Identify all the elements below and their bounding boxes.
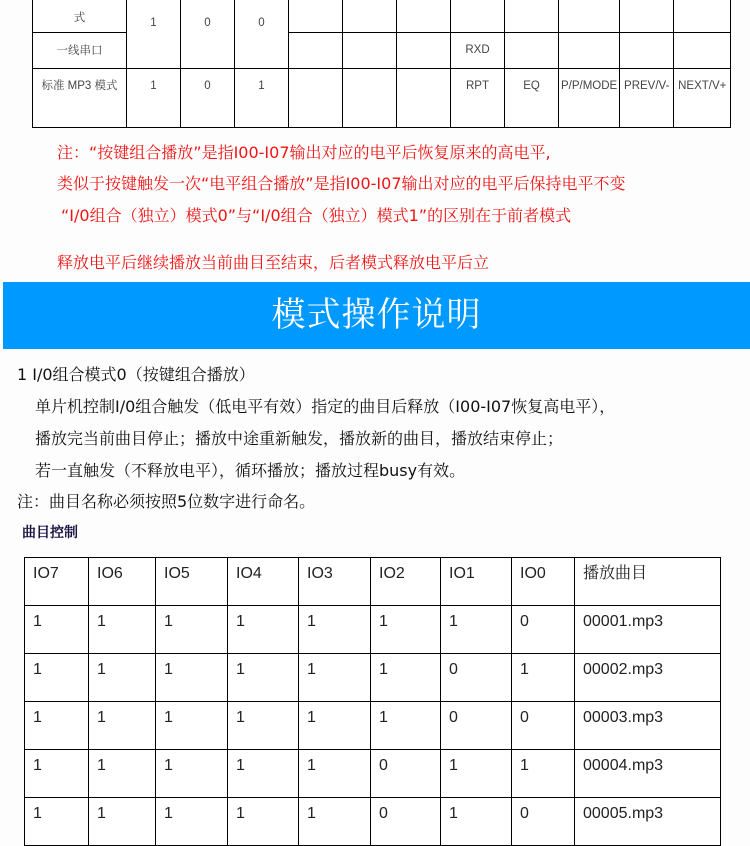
- mode-pin-cell: [397, 33, 451, 69]
- mode-name: 标准 MP3 模式: [33, 69, 127, 128]
- column-header-io2: IO2: [371, 558, 441, 606]
- mode-pin-cell: PREV/V-: [620, 69, 674, 128]
- column-header-io1: IO1: [441, 558, 512, 606]
- io-level-cell: 1: [89, 750, 156, 798]
- mode-table: [32, 0, 731, 128]
- mode-pin-cell: [343, 33, 397, 69]
- table-row: [25, 750, 721, 798]
- mode-pin-cell: [674, 0, 731, 33]
- mode-pin-cell: [451, 0, 505, 33]
- io-level-cell: 1: [156, 654, 228, 702]
- track-control-table: [24, 557, 721, 846]
- mode-bit: 0: [181, 0, 235, 69]
- io-level-cell: 1: [299, 606, 371, 654]
- mode-bit: 1: [127, 69, 181, 128]
- column-header-io6: IO6: [89, 558, 156, 606]
- mode-pin-cell: [559, 33, 620, 69]
- io-level-cell: 1: [441, 606, 512, 654]
- description-line: 播放完当前曲目停止；播放中途重新触发，播放新的曲目，播放结束停止；: [35, 429, 564, 448]
- track-file-cell: 00001.mp3: [575, 606, 721, 654]
- io-level-cell: 0: [371, 750, 441, 798]
- track-file-cell: 00004.mp3: [575, 750, 721, 798]
- io-level-cell: 1: [299, 798, 371, 846]
- mode-pin-cell: [343, 0, 397, 33]
- description-note: 注：曲目名称必须按照5位数字进行命名。: [17, 492, 316, 511]
- io-level-cell: 1: [25, 606, 89, 654]
- mode-pin-cell: NEXT/V+: [674, 69, 731, 128]
- track-file-cell: 00003.mp3: [575, 702, 721, 750]
- io-level-cell: 1: [89, 606, 156, 654]
- note-line: 注：“按键组合播放”是指I00-I07输出对应的电平后恢复原来的高电平,: [57, 143, 551, 162]
- mode-pin-cell: [505, 0, 559, 33]
- column-header-io3: IO3: [299, 558, 371, 606]
- io-level-cell: 1: [228, 654, 299, 702]
- io-level-cell: 1: [299, 750, 371, 798]
- note-line: 类似于按键触发一次“电平组合播放”是指I00-I07输出对应的电平后保持电平不变: [57, 174, 626, 193]
- io-level-cell: 1: [25, 750, 89, 798]
- io-level-cell: 1: [156, 606, 228, 654]
- mode-pin-cell: [289, 69, 343, 128]
- mode-name: 式: [33, 0, 127, 33]
- table-row: [25, 606, 721, 654]
- mode-bit: 0: [235, 0, 289, 69]
- track-file-cell: 00005.mp3: [575, 798, 721, 846]
- mode-pin-cell: P/P/MODE: [559, 69, 620, 128]
- track-control-label: 曲目控制: [22, 525, 78, 541]
- io-level-cell: 1: [25, 702, 89, 750]
- mode-pin-cell: [505, 33, 559, 69]
- io-level-cell: 1: [25, 654, 89, 702]
- mode-pin-cell: EQ: [505, 69, 559, 128]
- column-header-io7: IO7: [25, 558, 89, 606]
- mode-bit: 1: [127, 0, 181, 69]
- mode-row: [33, 0, 731, 33]
- mode-pin-cell: [620, 0, 674, 33]
- io-level-cell: 0: [441, 654, 512, 702]
- section-banner: [3, 282, 750, 349]
- mode-pin-cell: [289, 33, 343, 69]
- io-level-cell: 1: [89, 654, 156, 702]
- io-level-cell: 1: [156, 750, 228, 798]
- io-level-cell: 1: [89, 702, 156, 750]
- io-level-cell: 0: [512, 798, 575, 846]
- io-level-cell: 0: [512, 606, 575, 654]
- note-line: 释放电平后继续播放当前曲目至结束，后者模式释放电平后立: [57, 253, 490, 272]
- column-header-io5: IO5: [156, 558, 228, 606]
- io-level-cell: 1: [25, 798, 89, 846]
- io-level-cell: 0: [512, 702, 575, 750]
- io-level-cell: 0: [371, 798, 441, 846]
- column-header-io0: IO0: [512, 558, 575, 606]
- io-level-cell: 1: [89, 798, 156, 846]
- mode-name: 一线串口: [33, 33, 127, 69]
- io-level-cell: 1: [512, 750, 575, 798]
- io-level-cell: 1: [371, 702, 441, 750]
- mode-pin-cell: [397, 0, 451, 33]
- track-file-cell: 00002.mp3: [575, 654, 721, 702]
- mode-bit: 1: [235, 69, 289, 128]
- table-row: [25, 798, 721, 846]
- table-row: [25, 702, 721, 750]
- io-level-cell: 0: [441, 702, 512, 750]
- mode-pin-cell: [559, 0, 620, 33]
- mode-pin-cell: RXD: [451, 33, 505, 69]
- description-line: 若一直触发（不释放电平），循环播放；播放过程busy有效。: [35, 461, 466, 480]
- io-level-cell: 1: [371, 606, 441, 654]
- mode-pin-cell: [397, 69, 451, 128]
- description-line: 单片机控制I/0组合触发（低电平有效）指定的曲目后释放（I00-I07恢复高电平），: [35, 397, 616, 416]
- mode-bit: 0: [181, 69, 235, 128]
- io-level-cell: 1: [299, 702, 371, 750]
- io-level-cell: 1: [228, 606, 299, 654]
- mode-row: [33, 69, 731, 128]
- io-level-cell: 1: [228, 702, 299, 750]
- mode-pin-cell: [343, 69, 397, 128]
- table-header-row: [25, 558, 721, 606]
- io-level-cell: 1: [441, 798, 512, 846]
- io-level-cell: 1: [228, 798, 299, 846]
- mode-pin-cell: [289, 0, 343, 33]
- io-level-cell: 1: [156, 798, 228, 846]
- io-level-cell: 1: [228, 750, 299, 798]
- mode-pin-cell: [620, 33, 674, 69]
- io-level-cell: 1: [512, 654, 575, 702]
- mode-pin-cell: RPT: [451, 69, 505, 128]
- io-level-cell: 1: [441, 750, 512, 798]
- description-heading: 1 I/0组合模式0（按键组合播放）: [17, 365, 255, 384]
- table-row: [25, 654, 721, 702]
- io-level-cell: 1: [371, 654, 441, 702]
- column-header-track: 播放曲目: [575, 558, 721, 606]
- note-line: “I/0组合（独立）模式0”与“I/0组合（独立）模式1”的区别在于前者模式: [61, 206, 572, 225]
- io-level-cell: 1: [299, 654, 371, 702]
- mode-pin-cell: [674, 33, 731, 69]
- column-header-io4: IO4: [228, 558, 299, 606]
- io-level-cell: 1: [156, 702, 228, 750]
- banner-title: 模式操作说明: [271, 295, 482, 335]
